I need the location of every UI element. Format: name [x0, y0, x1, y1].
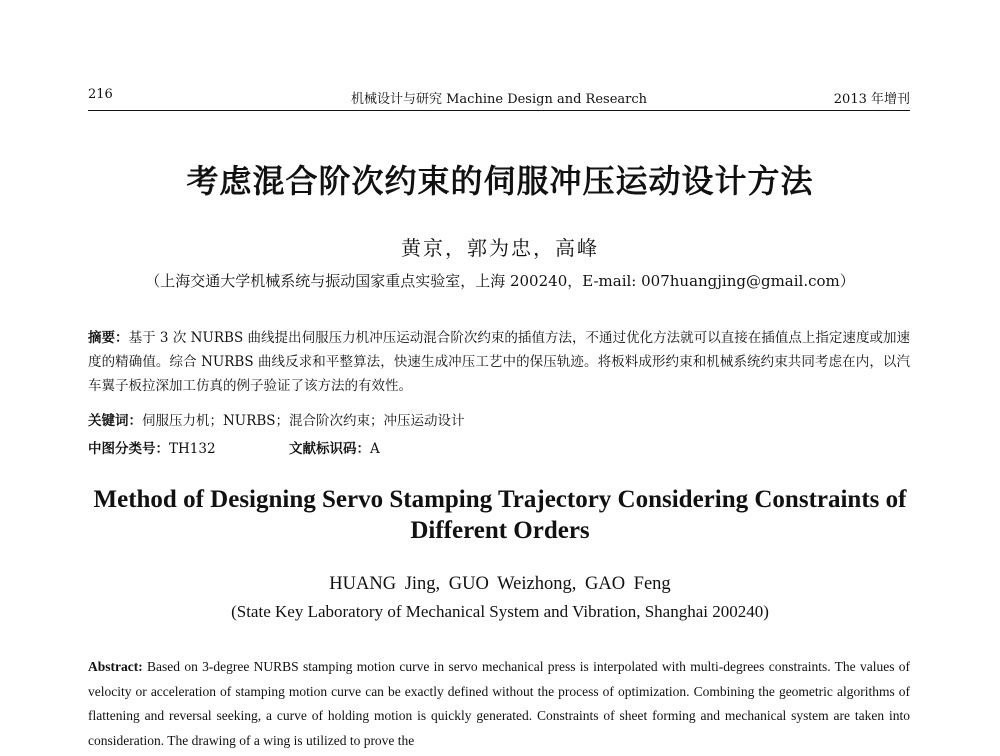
chinese-abstract-text: 基于 3 次 NURBS 曲线提出伺服压力机冲压运动混合阶次约束的插值方法，不通过优化方法就可以直接在插值点上指定速度或加速度的精确值。综合 NURBS 曲线反求和平整算法，快速生成冲压工艺中的保压轨迹。将板料成形约束和机械系统约束共同考虑在内，以汽车翼子板拉深加工仿真的例子验证了该方法的有效性。	[88, 330, 911, 394]
keywords-text: 伺服压力机；NURBS；混合阶次约束；冲压运动设计	[142, 413, 465, 429]
chinese-abstract-label: 摘要：	[88, 330, 129, 346]
english-abstract	[88, 655, 910, 753]
document-code	[289, 437, 380, 457]
class-label: 中图分类号：	[88, 441, 169, 457]
doc-value: A	[370, 441, 380, 457]
issue-label: 2013 年增刊	[833, 92, 910, 107]
classification-line	[88, 437, 788, 457]
english-title: Method of Designing Servo Stamping Trajectory Considering Constraints of Different Orders	[93, 486, 907, 544]
chinese-abstract	[88, 326, 910, 398]
chinese-affiliation: （上海交通大学机械系统与振动国家重点实验室，上海 200240，E-mail: 007huangjing@gmail.com）	[145, 272, 855, 290]
running-header	[88, 86, 910, 111]
chinese-authors: 黄京，郭为忠，高峰	[401, 236, 599, 260]
english-authors: HUANG Jing, GUO Weizhong, GAO Feng	[329, 574, 671, 594]
chinese-title: 考虑混合阶次约束的伺服冲压运动设计方法	[186, 162, 814, 200]
journal-name: 机械设计与研究 Machine Design and Research	[350, 92, 648, 107]
english-affiliation: (State Key Laboratory of Mechanical System and Vibration, Shanghai 200240)	[231, 602, 769, 621]
chinese-keywords	[88, 409, 465, 429]
keywords-label: 关键词：	[88, 413, 142, 429]
page-number: 216	[88, 87, 113, 102]
class-value: TH132	[169, 441, 216, 457]
doc-label: 文献标识码：	[289, 441, 370, 457]
english-abstract-text: Based on 3-degree NURBS stamping motion curve in servo mechanical press is interpolated with multi-degrees constraints. The values of velocity or acceleration of stamping motion curve can be exactly defined without the process of optimization. Combining the geometric algorithms of flattening and reversal seeking, a curve of holding motion is quickly generated. Constraints of sheet forming and mechanical system are taken into consideration. The drawing of a wing is utilized to prove the	[88, 659, 910, 748]
english-abstract-label: Abstract:	[88, 659, 143, 674]
